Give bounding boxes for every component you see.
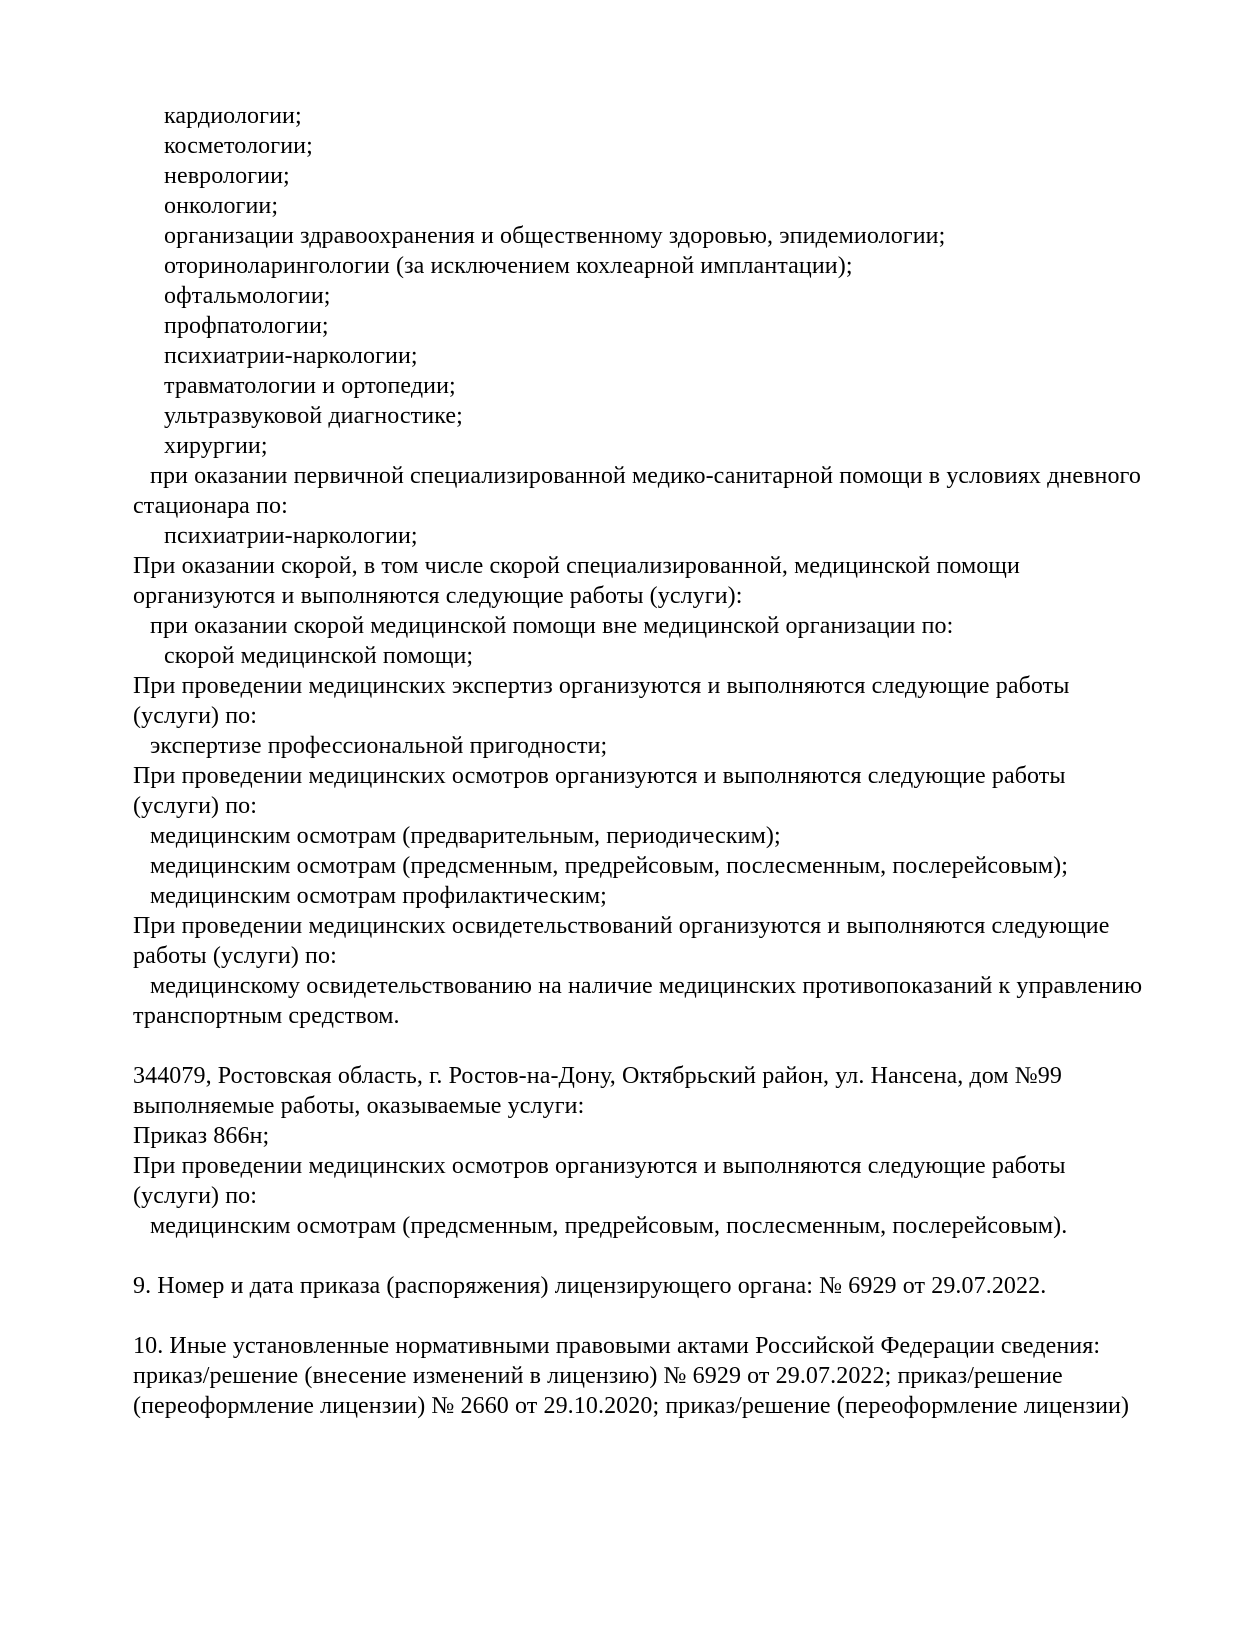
document-line: приказ/решение (внесение изменений в лицензию) № 6929 от 29.07.2022; приказ/решение	[133, 1363, 1063, 1389]
document-line: онкологии;	[164, 193, 279, 219]
document-line: медицинским осмотрам (предсменным, предрейсовым, послесменным, послерейсовым);	[150, 853, 1069, 879]
document-line	[133, 1301, 1128, 1331]
document-line: При проведении медицинских осмотров организуются и выполняются следующие работы	[133, 763, 1066, 789]
document-line: кардиологии;	[164, 103, 302, 129]
document-line: (услуги) по:	[133, 703, 258, 729]
document-line: медицинским осмотрам (предварительным, периодическим);	[150, 823, 781, 849]
document-line: При проведении медицинских освидетельствований организуются и выполняются следующие	[133, 913, 1110, 939]
document-page	[133, 101, 1143, 1421]
document-line: травматологии и ортопедии;	[164, 373, 456, 399]
document-line: выполняемые работы, оказываемые услуги:	[133, 1093, 585, 1119]
document-line	[133, 1241, 1128, 1271]
document-line: организации здравоохранения и общественному здоровью, эпидемиологии;	[164, 223, 946, 249]
document-line: офтальмологии;	[164, 283, 331, 309]
document-line: медицинскому освидетельствованию на наличие медицинских противопоказаний к управлению	[150, 973, 1143, 999]
document-line: При оказании скорой, в том числе скорой специализированной, медицинской помощи	[133, 553, 1020, 579]
document-line: экспертизе профессиональной пригодности;	[150, 733, 608, 759]
document-line: При проведении медицинских экспертиз организуются и выполняются следующие работы	[133, 673, 1070, 699]
document-line: Приказ 866н;	[133, 1123, 270, 1149]
document-line: оториноларингологии (за исключением кохлеарной имплантации);	[164, 253, 853, 279]
document-line: стационара по:	[133, 493, 288, 519]
document-line: психиатрии-наркологии;	[164, 343, 418, 369]
document-line: работы (услуги) по:	[133, 943, 337, 969]
document-line: психиатрии-наркологии;	[164, 523, 418, 549]
document-line: хирургии;	[164, 433, 268, 459]
document-line: скорой медицинской помощи;	[164, 643, 474, 669]
document-line: 10. Иные установленные нормативными правовыми актами Российской Федерации сведения:	[133, 1333, 1101, 1359]
document-line: косметологии;	[164, 133, 313, 159]
document-line: медицинским осмотрам (предсменным, предрейсовым, послесменным, послерейсовым).	[150, 1213, 1068, 1239]
document-line: ультразвуковой диагностике;	[164, 403, 463, 429]
document-line: профпатологии;	[164, 313, 329, 339]
document-line: при оказании первичной специализированной медико-санитарной помощи в условиях дневного	[150, 463, 1141, 489]
document-line: организуются и выполняются следующие работы (услуги):	[133, 583, 743, 609]
document-line: (переоформление лицензии) № 2660 от 29.10.2020; приказ/решение (переоформление лицензии)	[133, 1393, 1130, 1419]
document-line: (услуги) по:	[133, 793, 258, 819]
document-line: неврологии;	[164, 163, 290, 189]
document-line: медицинским осмотрам профилактическим;	[150, 883, 607, 909]
document-line: при оказании скорой медицинской помощи вне медицинской организации по:	[150, 613, 954, 639]
document-line: транспортным средством.	[133, 1003, 400, 1029]
document-line: (услуги) по:	[133, 1183, 258, 1209]
document-lines	[133, 101, 1143, 1421]
document-line	[133, 1031, 1128, 1061]
document-line: При проведении медицинских осмотров организуются и выполняются следующие работы	[133, 1153, 1066, 1179]
document-line: 344079, Ростовская область, г. Ростов-на-Дону, Октябрьский район, ул. Нансена, дом №99	[133, 1063, 1062, 1089]
document-line: 9. Номер и дата приказа (распоряжения) лицензирующего органа: № 6929 от 29.07.2022.	[133, 1273, 1047, 1299]
